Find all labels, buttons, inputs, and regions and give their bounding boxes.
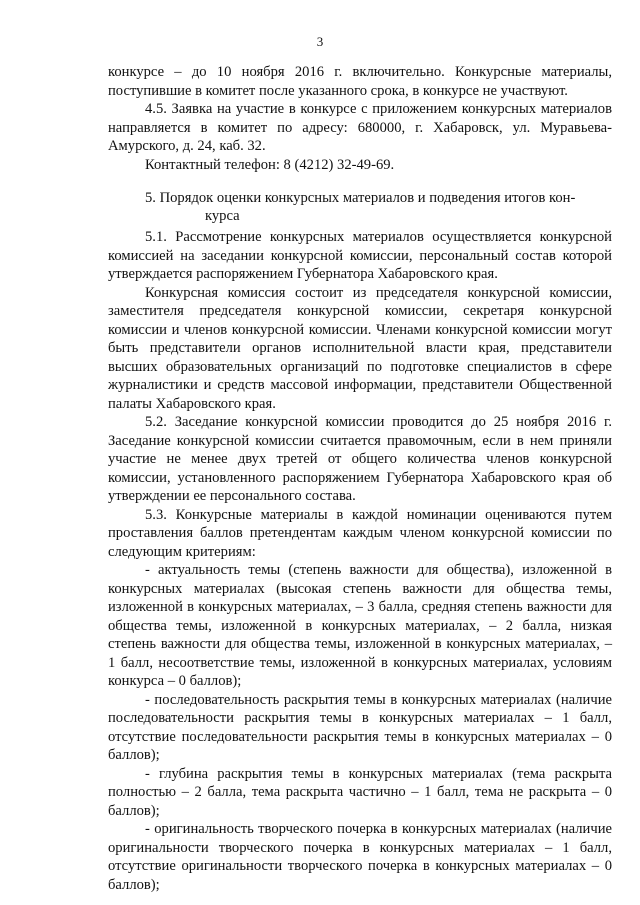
contact-phone: Контактный телефон: 8 (4212) 32-49-69. [145,156,395,173]
section-5-heading [108,189,612,225]
paragraph-5-3: 5.3. Конкурсные материалы в каждой номинации оцениваются путем проставления баллов претендентам каждым членом конкурсной комиссии по следующим критериям: [108,506,612,560]
paragraph-intro: конкурсе – до 10 ноября 2016 г. включительно. Конкурсные материалы, поступившие в комитет после указанного срока, в конкурсе не участвуют. [108,64,612,99]
criterion-sequence: - последовательность раскрытия темы в конкурсных материалах (наличие последовательности раскрытия темы в конкурсных материалах – 1 балл, отсутствие последовательности раскрытия темы в конкурсных материалах – 0 баллов); [108,691,612,763]
page-number: 3 [316,34,324,49]
document-body [108,63,612,894]
paragraph-5-2: 5.2. Заседание конкурсной комиссии проводится до 25 ноября 2016 г. Заседание конкурсной комиссии считается правомочным, если в нем приняли участие не менее двух третей от общего количества членов конкурсной комиссии, установленного распоряжением Губернатора Хабаровского края об утверждении ее персонального состава. [108,414,612,504]
paragraph-4-5: 4.5. Заявка на участие в конкурсе с приложением конкурсных материалов направляется в комитет по адресу: 680000, г. Хабаровск, ул. Муравьева-Амурского, д. 24, каб. 32. [108,101,612,154]
paragraph-commission: Конкурсная комиссия состоит из председателя конкурсной комиссии, заместителя председателя конкурсной комиссии, секретаря конкурсной комиссии и членов конкурсной комиссии. Членами конкурсной комиссии могут быть представители органов исполнительной власти края, представители высших образовательных организаций по подготовке специалистов в сфере журналистики и средств массовой информации, представители Общественной палаты Хабаровского края. [108,284,612,412]
criterion-relevance: - актуальность темы (степень важности для общества), изложенной в конкурсных материалах (высокая степень важности для общества темы, изложенной в конкурсных материалах, – 3 балла, средняя степень важности для общества темы, изложенной в конкурсных материалах, – 2 балла, низкая степень важности для общества темы, изложенной в конкурсных материалах, – 1 балл, несоответствие темы, изложенной в конкурсных материалах, условиям конкурса – 0 баллов); [108,562,612,689]
section-5-heading-line2: курса [205,208,240,224]
paragraph-5-1: 5.1. Рассмотрение конкурсных материалов осуществляется конкурсной комиссией на заседании конкурсной комиссии, персональный состав которой утверждается распоряжением Губернатора Хабаровского края. [108,229,612,282]
criterion-depth: - глубина раскрытия темы в конкурсных материалах (тема раскрыта полностью – 2 балла, тема раскрыта частично – 1 балл, тема не раскрыта – 0 баллов); [108,765,612,819]
section-5-heading-line1: 5. Порядок оценки конкурсных материалов и подведения итогов кон- [145,190,576,206]
criterion-originality: - оригинальность творческого почерка в конкурсных материалах (наличие оригинальности творческого почерка в конкурсных материалах – 1 балл, отсутствие оригинальности творческого почерка в конкурсных материалах – 0 баллов); [108,821,612,893]
